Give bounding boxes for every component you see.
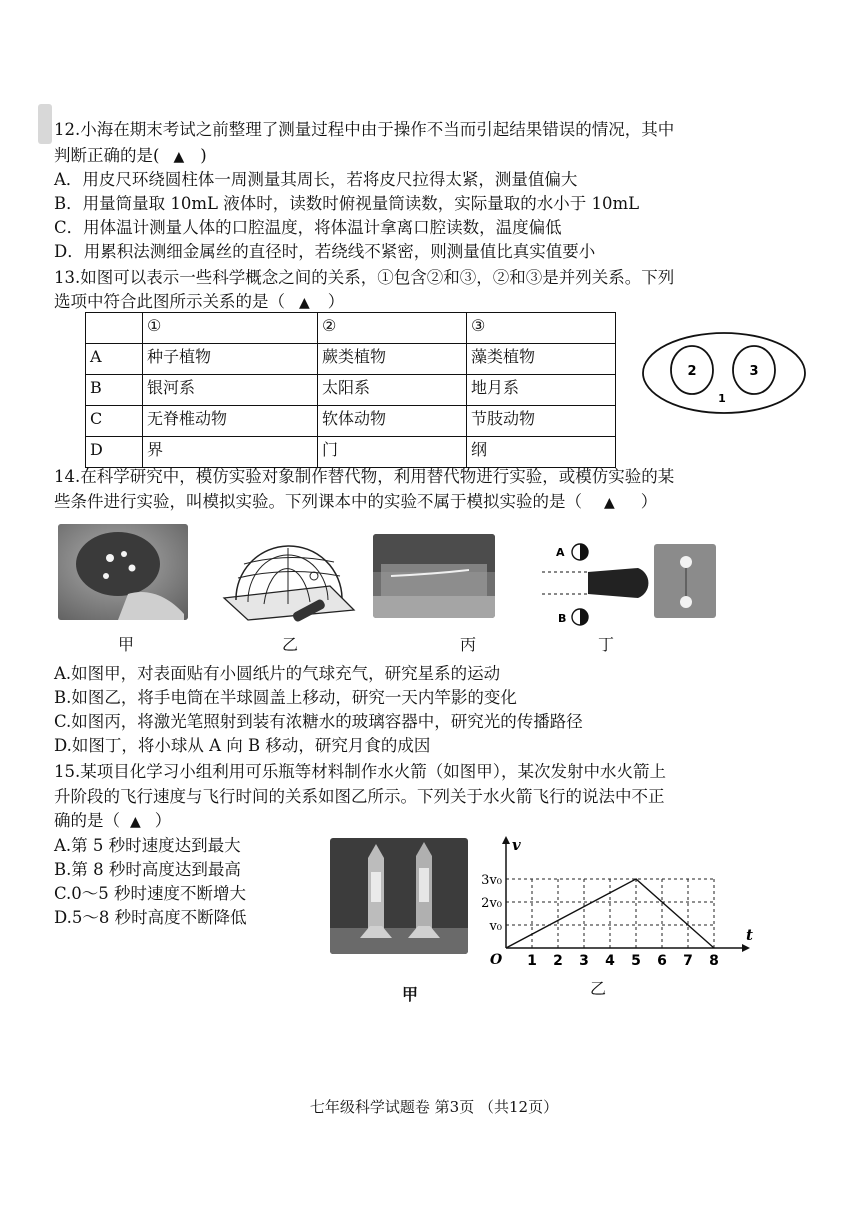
q14-stem-line1: 14.在科学研究中，模仿实验对象制作替代物，利用替代物进行实验，或模仿实验的某 xyxy=(54,467,675,486)
water-rocket-photo xyxy=(330,838,468,954)
chart-y-ticks xyxy=(481,873,502,934)
x-tick-label: 7 xyxy=(683,953,693,969)
table-row xyxy=(86,344,616,375)
table-cell: B xyxy=(86,375,143,406)
ball-photo xyxy=(654,544,716,618)
table-cell: ① xyxy=(143,313,318,344)
caption-ding: 丁 xyxy=(598,635,615,654)
caption-yi: 乙 xyxy=(282,635,299,654)
chart-series xyxy=(506,879,714,948)
table-cell: 门 xyxy=(318,437,467,468)
diagram-label-1: 1 xyxy=(718,392,726,405)
q15-option-c: C.0～5 秒时速度不断增大 xyxy=(54,884,247,903)
x-tick-label: 5 xyxy=(631,953,641,969)
caption-rocket-jia: 甲 xyxy=(402,985,419,1004)
diagram-label-2: 2 xyxy=(687,364,697,379)
x-tick-label: 6 xyxy=(657,953,667,969)
table-cell: 节肢动物 xyxy=(467,406,616,437)
page-edge-mark xyxy=(38,104,52,144)
x-tick-label: 2 xyxy=(553,953,563,969)
answer-blank: ▲ xyxy=(604,495,615,511)
table-cell: 界 xyxy=(143,437,318,468)
series-line xyxy=(506,879,714,948)
concept-relation-diagram xyxy=(640,330,810,416)
x-tick-label: 3 xyxy=(579,953,589,969)
page-footer: 七年级科学试题卷 第3页 （共12页） xyxy=(309,1098,559,1116)
answer-blank: ▲ xyxy=(173,149,185,165)
answer-blank: ▲ xyxy=(299,295,310,311)
table-cell: 银河系 xyxy=(143,375,318,406)
chart-x-ticks xyxy=(527,953,719,969)
q12-option-c: C．用体温计测量人体的口腔温度，将体温计拿离口腔读数，温度偏低 xyxy=(54,218,562,237)
concept-table xyxy=(85,312,616,468)
q15-stem-line1: 15.某项目化学习小组利用可乐瓶等材料制作水火箭（如图甲），某次发射中水火箭上 xyxy=(54,762,666,781)
table-cell: 太阳系 xyxy=(318,375,467,406)
table-cell: ② xyxy=(318,313,467,344)
diagram-label-3: 3 xyxy=(749,364,759,379)
q12-option-d: D．用累积法测细金属丝的直径时，若绕线不紧密，则测量值比真实值要小 xyxy=(54,242,596,261)
laser-container-photo xyxy=(373,534,495,618)
table-cell: 软体动物 xyxy=(318,406,467,437)
table-cell: 无脊椎动物 xyxy=(143,406,318,437)
label-b: B xyxy=(558,612,567,625)
x-tick-label: 4 xyxy=(605,953,615,969)
table-cell: C xyxy=(86,406,143,437)
q14-option-d: D.如图丁，将小球从 A 向 B 移动，研究月食的成因 xyxy=(54,736,431,755)
y-axis-label: v xyxy=(512,836,521,854)
q12-option-a: A．用皮尺环绕圆柱体一周测量其周长，若将皮尺拉得太紧，测量值偏大 xyxy=(54,170,578,189)
y-tick-label: v₀ xyxy=(489,919,502,934)
q14-option-b: B.如图乙，将手电筒在半球圆盖上移动，研究一天内竿影的变化 xyxy=(54,688,517,707)
y-axis-arrow xyxy=(502,836,510,844)
table-row xyxy=(86,437,616,468)
hemisphere-shadow-model xyxy=(218,528,358,624)
caption-chart-yi: 乙 xyxy=(590,979,607,998)
origin-label: O xyxy=(490,952,503,968)
table-cell: 纲 xyxy=(467,437,616,468)
x-axis-arrow xyxy=(742,944,750,952)
velocity-time-chart xyxy=(470,836,760,972)
q12-stem-line2: 判断正确的是( ▲ ) xyxy=(54,146,207,165)
table-cell: D xyxy=(86,437,143,468)
q14-option-a: A.如图甲，对表面贴有小圆纸片的气球充气，研究星系的运动 xyxy=(54,664,501,683)
q14-option-c: C.如图丙，将激光笔照射到装有浓糖水的玻璃容器中，研究光的传播路径 xyxy=(54,712,583,731)
table-cell: A xyxy=(86,344,143,375)
answer-blank: ▲ xyxy=(130,814,141,830)
table-row xyxy=(86,406,616,437)
caption-jia: 甲 xyxy=(118,635,135,654)
eclipse-shadow-model xyxy=(538,542,668,630)
table-header-row xyxy=(86,313,616,344)
q15-stem-line3: 确的是（ ▲ ） xyxy=(54,811,172,830)
q12-option-b: B．用量筒量取 10mL 液体时，读数时俯视量筒读数，实际量取的水小于 10mL xyxy=(54,194,640,213)
y-tick-label: 2v₀ xyxy=(481,896,502,911)
q15-option-b: B.第 8 秒时高度达到最高 xyxy=(54,860,241,879)
chart-grid xyxy=(506,879,714,948)
table-row xyxy=(86,375,616,406)
balloon-photo xyxy=(58,524,188,620)
table-cell: 蕨类植物 xyxy=(318,344,467,375)
caption-bing: 丙 xyxy=(460,635,477,654)
x-axis-label: t xyxy=(746,926,753,944)
label-a: A xyxy=(556,546,565,559)
table-cell xyxy=(86,313,143,344)
q15-stem-line2: 升阶段的飞行速度与飞行时间的关系如图乙所示。下列关于水火箭飞行的说法中不正 xyxy=(54,787,665,806)
q13-stem-line2: 选项中符合此图所示关系的是（ ▲ ） xyxy=(54,292,345,311)
x-tick-label: 1 xyxy=(527,953,537,969)
table-cell: 种子植物 xyxy=(143,344,318,375)
y-tick-label: 3v₀ xyxy=(481,873,502,888)
table-cell: ③ xyxy=(467,313,616,344)
table-cell: 藻类植物 xyxy=(467,344,616,375)
table-cell: 地月系 xyxy=(467,375,616,406)
x-tick-label: 8 xyxy=(709,953,719,969)
q15-option-a: A.第 5 秒时速度达到最大 xyxy=(54,836,241,855)
q12-stem-line1: 12.小海在期末考试之前整理了测量过程中由于操作不当而引起结果错误的情况，其中 xyxy=(54,120,675,139)
q13-stem-line1: 13.如图可以表示一些科学概念之间的关系，①包含②和③，②和③是并列关系。下列 xyxy=(54,268,675,287)
q14-stem-line2: 些条件进行实验，叫模拟实验。下列课本中的实验不属于模拟实验的是（ ▲ ） xyxy=(54,492,658,511)
q15-option-d: D.5～8 秒时高度不断降低 xyxy=(54,908,247,927)
